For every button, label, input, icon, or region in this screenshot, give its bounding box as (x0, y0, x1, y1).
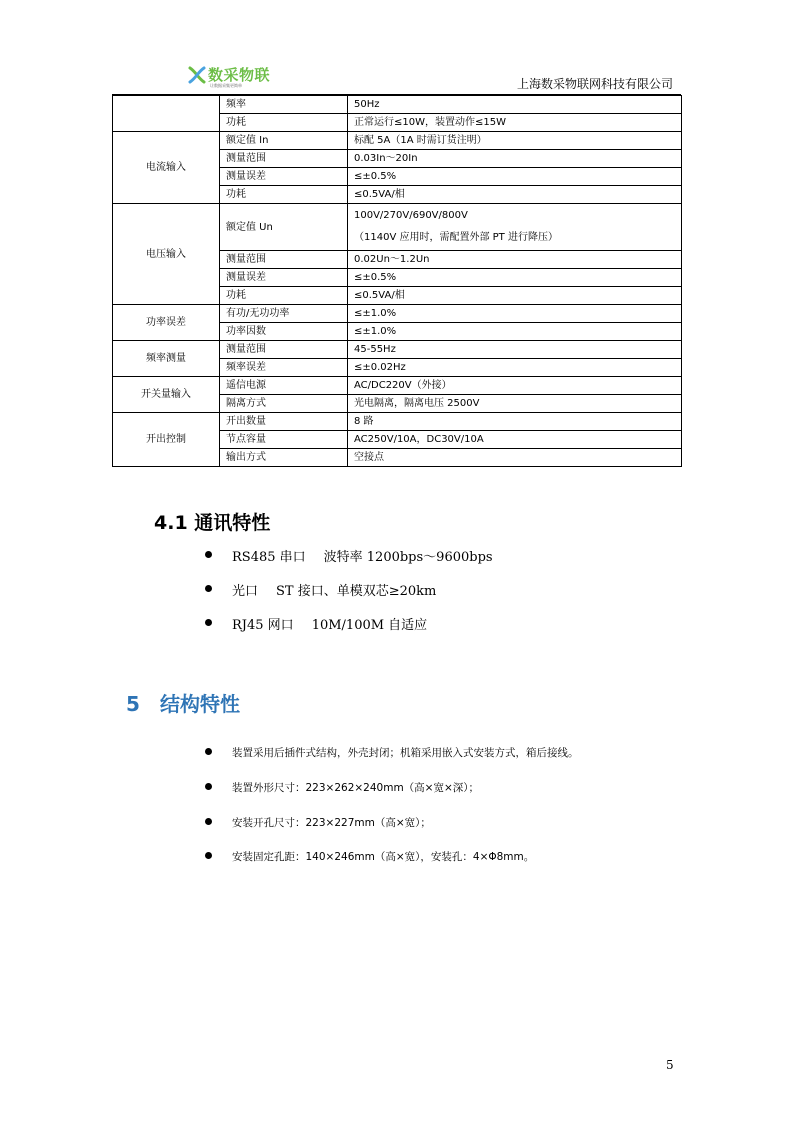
table-row (113, 377, 682, 395)
table-row (113, 96, 682, 114)
section-number: 5 (126, 692, 140, 716)
bullet-icon (205, 852, 212, 859)
value-line: （1140V 应用时，需配置外部 PT 进行降压） (354, 232, 558, 243)
bullet-icon (205, 783, 212, 790)
value-cell: 45-55Hz (348, 341, 682, 359)
page-header (112, 62, 681, 95)
value-cell: 正常运行≤10W，装置动作≤15W (348, 114, 682, 132)
table-row (113, 413, 682, 431)
spec-table (112, 95, 682, 467)
group-cell: 开出控制 (113, 413, 220, 467)
value-cell: ≤±1.0% (348, 305, 682, 323)
group-cell: 电压输入 (113, 204, 220, 305)
param-cell: 开出数量 (220, 413, 348, 431)
value-cell: 8 路 (348, 413, 682, 431)
section-heading-structure (126, 688, 240, 717)
item-text: 安装固定孔距：140×246mm（高×宽），安装孔：4×Φ8mm。 (232, 851, 535, 863)
item-value: ST 接口、单模双芯≥20km (276, 584, 437, 599)
company-logo (188, 64, 271, 92)
group-cell (113, 96, 220, 132)
value-cell: AC/DC220V（外接） (348, 377, 682, 395)
param-cell: 功耗 (220, 186, 348, 204)
bullet-icon (205, 818, 212, 825)
group-cell: 频率测量 (113, 341, 220, 377)
item-label: RJ45 网口 (232, 618, 294, 633)
param-cell: 测量误差 (220, 269, 348, 287)
param-cell: 测量范围 (220, 150, 348, 168)
value-cell: ≤0.5VA/相 (348, 287, 682, 305)
logo-subtitle: 让数据采集更简单 (210, 83, 242, 88)
value-cell: 0.02Un～1.2Un (348, 251, 682, 269)
param-cell: 测量误差 (220, 168, 348, 186)
table-row (113, 204, 682, 251)
item-text: 装置采用后插件式结构，外壳封闭；机箱采用嵌入式安装方式，箱后接线。 (232, 747, 579, 759)
value-cell: ≤±0.5% (348, 269, 682, 287)
param-cell: 额定值 In (220, 132, 348, 150)
param-cell: 节点容量 (220, 431, 348, 449)
param-cell: 功率因数 (220, 323, 348, 341)
value-cell: ≤0.5VA/相 (348, 186, 682, 204)
item-value: 10M/100M 自适应 (311, 618, 428, 633)
param-cell: 频率误差 (220, 359, 348, 377)
value-cell: ≤±0.5% (348, 168, 682, 186)
group-cell: 电流输入 (113, 132, 220, 204)
table-row (113, 305, 682, 323)
item-label: 光口 (232, 584, 259, 599)
param-cell: 有功/无功功率 (220, 305, 348, 323)
group-cell: 功率误差 (113, 305, 220, 341)
item-label: RS485 串口 (232, 550, 306, 565)
value-cell: 空接点 (348, 449, 682, 467)
value-cell: ≤±1.0% (348, 323, 682, 341)
param-cell: 输出方式 (220, 449, 348, 467)
item-value: 波特率 1200bps～9600bps (323, 550, 493, 565)
logo-mark-icon (188, 64, 206, 86)
param-cell: 遥信电源 (220, 377, 348, 395)
value-cell: AC250V/10A，DC30V/10A (348, 431, 682, 449)
param-cell: 测量范围 (220, 251, 348, 269)
table-row (113, 341, 682, 359)
value-cell: 0.03In～20In (348, 150, 682, 168)
section-heading-communication: 4.1 通讯特性 (154, 512, 271, 534)
section-title: 结构特性 (160, 692, 240, 716)
param-cell: 频率 (220, 96, 348, 114)
group-cell: 开关量输入 (113, 377, 220, 413)
param-cell: 功耗 (220, 287, 348, 305)
item-text: 装置外形尺寸：223×262×240mm（高×宽×深）； (232, 782, 480, 794)
param-cell: 功耗 (220, 114, 348, 132)
bullet-icon (205, 551, 212, 558)
value-cell: 标配 5A（1A 时需订货注明） (348, 132, 682, 150)
value-cell: 50Hz (348, 96, 682, 114)
value-cell: ≤±0.02Hz (348, 359, 682, 377)
param-cell: 隔离方式 (220, 395, 348, 413)
bullet-icon (205, 585, 212, 592)
bullet-icon (205, 619, 212, 626)
value-cell (348, 204, 682, 251)
company-name: 上海数采物联网科技有限公司 (516, 77, 673, 91)
param-cell: 额定值 Un (220, 204, 348, 251)
param-cell: 测量范围 (220, 341, 348, 359)
page-number: 5 (666, 1058, 674, 1072)
table-row (113, 132, 682, 150)
value-cell: 光电隔离，隔离电压 2500V (348, 395, 682, 413)
value-line: 100V/270V/690V/800V (354, 210, 468, 221)
logo-text: 数采物联 (208, 66, 271, 84)
bullet-icon (205, 748, 212, 755)
item-text: 安装开孔尺寸：223×227mm（高×宽）； (232, 817, 431, 829)
